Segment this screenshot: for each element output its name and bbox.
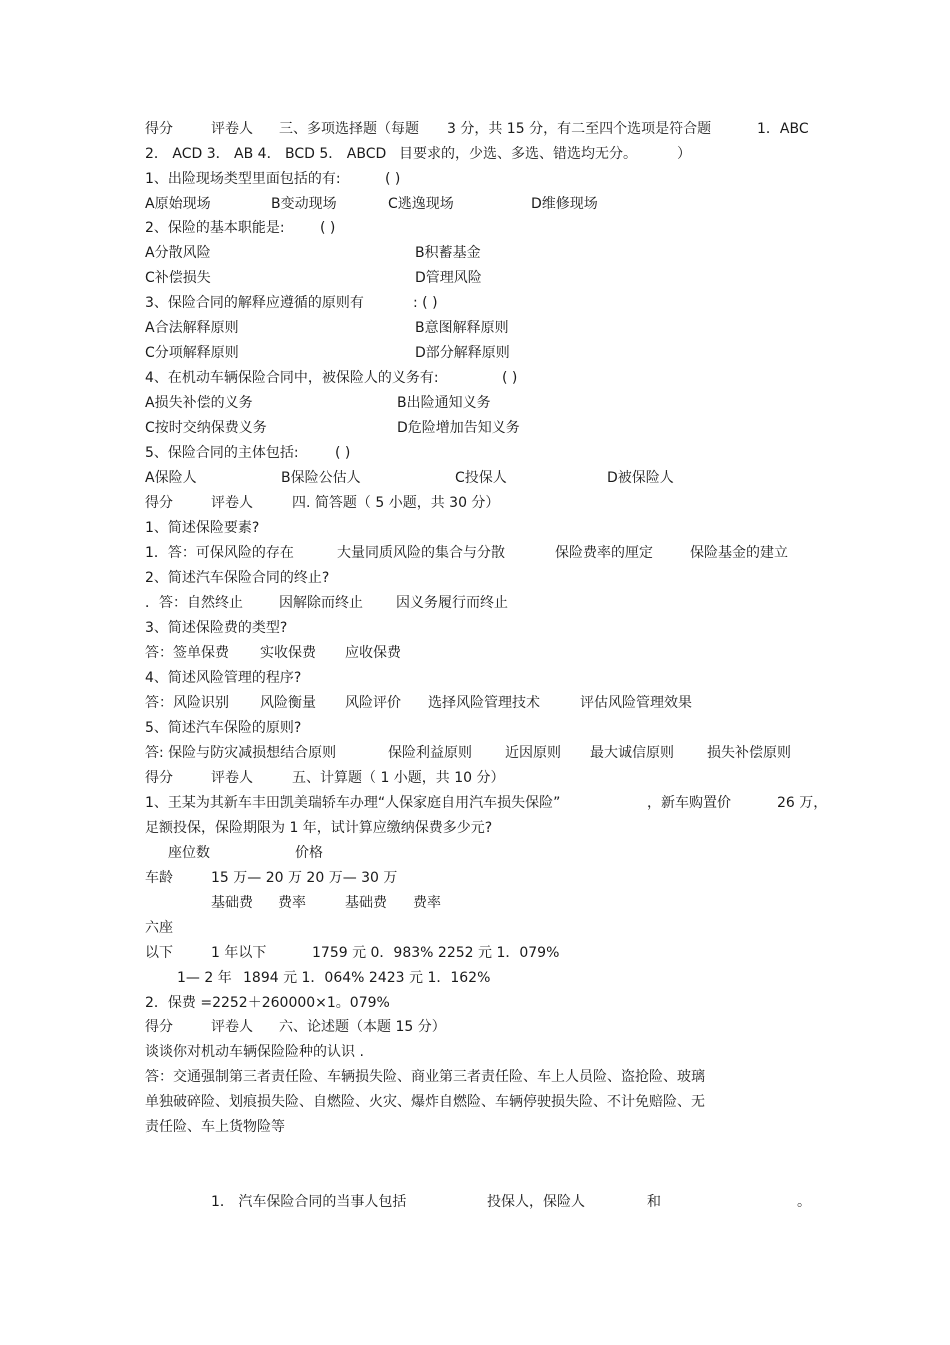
answer-blank: ( ) bbox=[320, 220, 336, 236]
score-label: 得分 bbox=[145, 770, 173, 786]
option-d: D部分解释原则 bbox=[415, 345, 510, 361]
table-cell: 价格 bbox=[295, 845, 323, 861]
option-a: A分散风险 bbox=[145, 245, 211, 261]
answer-part: 1．答：可保风险的存在 bbox=[145, 545, 294, 561]
question-text: ，新车购置价 bbox=[647, 795, 731, 811]
option-a: A损失补偿的义务 bbox=[145, 395, 253, 411]
question-text: 足额投保，保险期限为 1 年，试计算应缴纳保费多少元? bbox=[145, 820, 493, 836]
answer-part: ．答：自然终止 bbox=[145, 595, 243, 611]
answer-part: 保险费率的厘定 bbox=[555, 545, 653, 561]
grader-label: 评卷人 bbox=[211, 1019, 253, 1035]
conjunction-text: 和 bbox=[647, 1194, 661, 1210]
table-cell: 车龄 bbox=[145, 870, 173, 886]
question-text: 2、简述汽车保险合同的终止? bbox=[145, 570, 330, 586]
option-a: A原始现场 bbox=[145, 196, 211, 212]
answer-blank: : ( ) bbox=[413, 295, 438, 311]
table-cell: 费率 bbox=[278, 895, 306, 911]
answer-part: 风险衡量 bbox=[260, 695, 316, 711]
section3-title: 三、多项选择题（每题 bbox=[279, 121, 419, 137]
score-label: 得分 bbox=[145, 495, 173, 511]
question-text: 5、保险合同的主体包括: bbox=[145, 445, 299, 461]
option-b: B变动现场 bbox=[271, 196, 337, 212]
option-d: D维修现场 bbox=[531, 196, 598, 212]
option-a: A保险人 bbox=[145, 470, 197, 486]
table-cell: 以下 bbox=[145, 945, 173, 961]
answer-part: 应收保费 bbox=[345, 645, 401, 661]
answer-blank: ( ) bbox=[335, 445, 351, 461]
section6-title: 六、论述题（本题 15 分） bbox=[279, 1019, 446, 1035]
table-cell: 1894 元 1．064% 2423 元 1．162% bbox=[243, 970, 491, 986]
answer-part: 评估风险管理效果 bbox=[580, 695, 692, 711]
answer-part: 最大诚信原则 bbox=[590, 745, 674, 761]
score-label: 得分 bbox=[145, 1019, 173, 1035]
question-text: 1、出险现场类型里面包括的有: bbox=[145, 171, 341, 187]
option-a: A合法解释原则 bbox=[145, 320, 239, 336]
answer-part: 损失补偿原则 bbox=[707, 745, 791, 761]
answer-blank: ( ) bbox=[385, 171, 401, 187]
table-cell: 基础费 bbox=[211, 895, 253, 911]
answer-text: 责任险、车上货物险等 bbox=[145, 1119, 285, 1135]
answer-part: 答: 保险与防灾减损想结合原则 bbox=[145, 745, 337, 761]
grader-label: 评卷人 bbox=[211, 770, 253, 786]
table-cell: 座位数 bbox=[168, 845, 210, 861]
answer-part: 保险利益原则 bbox=[388, 745, 472, 761]
question-text: 2、保险的基本职能是: bbox=[145, 220, 285, 236]
section5-title: 五、计算题（ 1 小题，共 10 分） bbox=[292, 770, 505, 786]
closing-paren: ） bbox=[677, 146, 691, 162]
grader-label: 评卷人 bbox=[211, 121, 253, 137]
table-cell: 1— 2 年 bbox=[177, 970, 232, 986]
filled-answer: 投保人，保险人 bbox=[487, 1194, 585, 1210]
question-text: 谈谈你对机动车辆保险险种的认识 . bbox=[145, 1044, 364, 1060]
answer-part: 保险基金的建立 bbox=[690, 545, 788, 561]
answer-text: 答：交通强制第三者责任险、车辆损失险、商业第三者责任险、车上人员险、盗抢险、玻璃 bbox=[145, 1069, 705, 1085]
option-c: C投保人 bbox=[455, 470, 507, 486]
option-d: D危险增加告知义务 bbox=[397, 420, 520, 436]
grader-label: 评卷人 bbox=[211, 495, 253, 511]
option-d: D被保险人 bbox=[607, 470, 674, 486]
table-cell: 基础费 bbox=[345, 895, 387, 911]
answer-part: 实收保费 bbox=[260, 645, 316, 661]
answer-part: 风险评价 bbox=[345, 695, 401, 711]
table-cell: 15 万— 20 万 20 万— 30 万 bbox=[211, 870, 398, 886]
option-b: B意图解释原则 bbox=[415, 320, 509, 336]
answer-key-1: 1．ABC bbox=[757, 121, 809, 137]
section4-title: 四. 简答题（ 5 小题，共 30 分） bbox=[292, 495, 500, 511]
section3-rule: 3 分，共 15 分，有二至四个选项是符合题 bbox=[447, 121, 712, 137]
option-c: C补偿损失 bbox=[145, 270, 211, 286]
question-text: 5、简述汽车保险的原则? bbox=[145, 720, 302, 736]
option-b: B保险公估人 bbox=[281, 470, 361, 486]
question-text: 1、简述保险要素? bbox=[145, 520, 260, 536]
answer-part: 因解除而终止 bbox=[279, 595, 363, 611]
section3-rule-continued: 目要求的，少选、多选、错选均无分。 bbox=[399, 146, 637, 162]
option-c: C按时交纳保费义务 bbox=[145, 420, 267, 436]
answer-part: 大量同质风险的集合与分散 bbox=[337, 545, 505, 561]
answer-blank: ( ) bbox=[502, 370, 518, 386]
option-c: C分项解释原则 bbox=[145, 345, 239, 361]
answer-part: 答：签单保费 bbox=[145, 645, 229, 661]
option-b: B积蓄基金 bbox=[415, 245, 481, 261]
answer-text: 单独破碎险、划痕损失险、自燃险、火灾、爆炸自燃险、车辆停驶损失险、不计免赔险、无 bbox=[145, 1094, 705, 1110]
table-cell: 1 年以下 bbox=[211, 945, 267, 961]
option-c: C逃逸现场 bbox=[388, 196, 454, 212]
answer-part: 因义务履行而终止 bbox=[396, 595, 508, 611]
option-d: D管理风险 bbox=[415, 270, 482, 286]
table-cell: 六座 bbox=[145, 920, 173, 936]
table-cell: 1759 元 0．983% 2252 元 1．079% bbox=[312, 945, 560, 961]
period-mark: 。 bbox=[797, 1194, 811, 1210]
question-text: 3、保险合同的解释应遵循的原则有 bbox=[145, 295, 364, 311]
question-text: 4、在机动车辆保险合同中，被保险人的义务有: bbox=[145, 370, 439, 386]
question-text: 4、简述风险管理的程序? bbox=[145, 670, 302, 686]
question-text: 26 万， bbox=[777, 795, 828, 811]
question-text: 1、王某为其新车丰田凯美瑞轿车办理“人保家庭自用汽车损失保险” bbox=[145, 795, 561, 811]
answer-text: 2．保费 =2252＋260000×1。079% bbox=[145, 995, 390, 1011]
answer-part: 答：风险识别 bbox=[145, 695, 229, 711]
table-cell: 费率 bbox=[413, 895, 441, 911]
answer-part: 近因原则 bbox=[505, 745, 561, 761]
score-label: 得分 bbox=[145, 121, 173, 137]
option-b: B出险通知义务 bbox=[397, 395, 491, 411]
answer-part: 选择风险管理技术 bbox=[428, 695, 540, 711]
question-text: 1． 汽车保险合同的当事人包括 bbox=[211, 1194, 407, 1210]
answer-key-rest: 2． ACD 3． AB 4． BCD 5． ABCD bbox=[145, 146, 387, 162]
question-text: 3、简述保险费的类型? bbox=[145, 620, 288, 636]
